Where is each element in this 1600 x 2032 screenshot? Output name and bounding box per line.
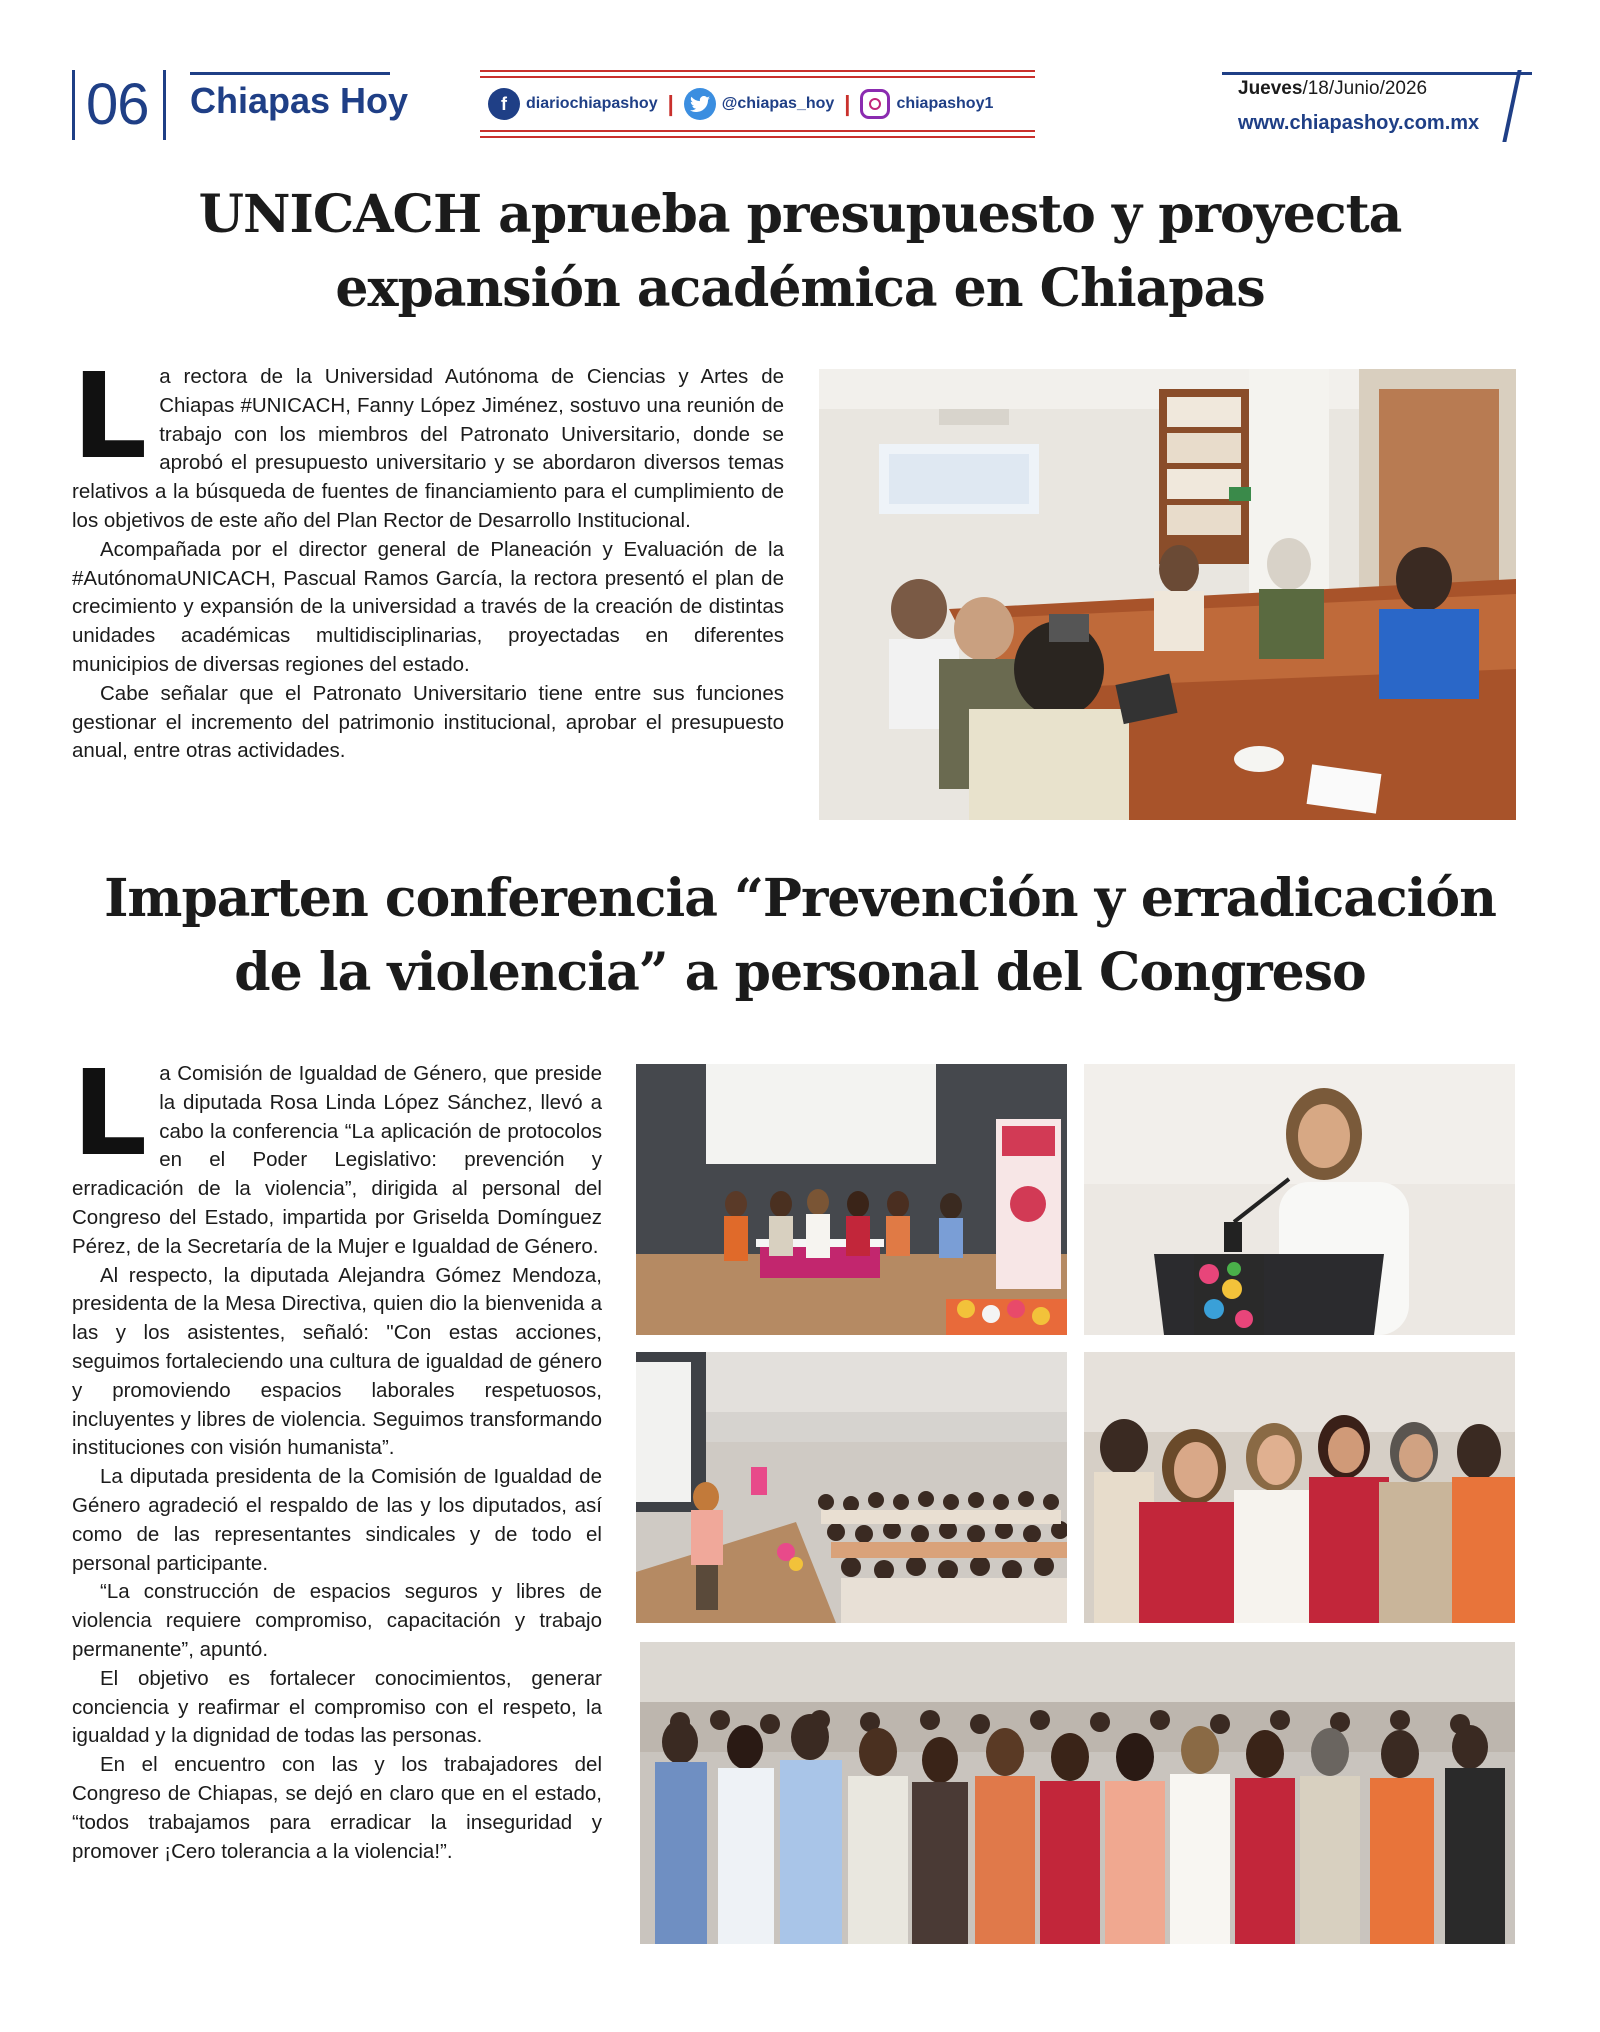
article2-headline-line1: Imparten conferencia “Prevención y erradicación xyxy=(104,868,1496,929)
article1-paragraph xyxy=(72,347,784,536)
article2-paragraph: Al respecto, la diputada Alejandra Gómez Mendoza, presidenta de la Mesa Directiva, quien dio la bienvenida a las y los asistentes, señaló: "Con estas acciones, seguimos fortaleciendo una cultura de igualdad de género y promoviendo espacios laborales respetuosos, incluyentes y libres de violencia. Seguimos transformando instituciones con visión humanista”. xyxy=(72,1263,602,1460)
article2-headline-line2: de la violencia” a personal del Congreso xyxy=(234,942,1366,1003)
article2-paragraph xyxy=(72,1044,602,1262)
article2-paragraph: “La construcción de espacios seguros y libres de violencia requiere compromiso, capacitación y trabajo permanente”, apuntó. xyxy=(72,1580,602,1661)
article2-speaker-photo xyxy=(1084,1064,1515,1335)
instagram-link[interactable] xyxy=(860,89,993,119)
social-separator: | xyxy=(844,91,851,116)
article1-headline-line1: UNICACH aprueba presupuesto y proyecta xyxy=(198,184,1402,245)
article1-headline xyxy=(60,178,1540,326)
facebook-icon: f xyxy=(488,88,520,120)
facebook-link[interactable] xyxy=(488,88,658,120)
article2-audience-photo xyxy=(636,1352,1067,1623)
social-media-bar xyxy=(480,70,1035,138)
article1-headline-line2: expansión académica en Chiapas xyxy=(335,258,1265,319)
date-rule xyxy=(1222,72,1532,75)
article1-meeting-photo xyxy=(819,369,1516,820)
article1-dropcap: L xyxy=(72,347,148,485)
article2-headline xyxy=(60,862,1540,1010)
article2-body xyxy=(72,1044,602,1866)
social-rule-top-2 xyxy=(480,76,1035,78)
article2-paragraph-text: a Comisión de Igualdad de Género, que preside la diputada Rosa Linda López Sánchez, llevó a cabo la conferencia “La aplicación de protocolos en el Poder Legislativo: prevención y erradicación de la violencia”, dirigida al personal del Congreso del Estado, impartida por Griselda Domínguez Pérez, de la Secretaría de la Mujer e Igualdad de Género. xyxy=(72,1062,602,1258)
social-rule-bottom-2 xyxy=(480,136,1035,138)
twitter-link[interactable] xyxy=(684,88,835,120)
article1-paragraph: Acompañada por el director general de Planeación y Evaluación de la #AutónomaUNICACH, Pascual Ramos García, la rectora presentó el plan de crecimiento y expansión de la universidad a través de la creación de distintas unidades académicas multidisciplinarias, proyectadas en diferentes municipios de diversas regiones del estado. xyxy=(72,537,784,676)
issue-weekday: Jueves xyxy=(1238,78,1303,99)
issue-date-rest: /18/Junio/2026 xyxy=(1302,78,1428,99)
social-separator: | xyxy=(667,91,674,116)
section-name: Chiapas Hoy xyxy=(190,80,409,121)
article1-body xyxy=(72,347,784,766)
facebook-handle: diariochiapashoy xyxy=(526,95,658,112)
article2-paragraph: El objetivo es fortalecer conocimientos, generar conciencia y reafirmar el compromiso con el respeto, la igualdad y la dignidad de todas las personas. xyxy=(72,1666,602,1748)
article1-paragraph-text: a rectora de la Universidad Autónoma de Ciencias y Artes de Chiapas #UNICACH, Fanny López Jiménez, sostuvo una reunión de trabajo con los miembros del Patronato Universitario, donde se aprobó el presupuesto universitario y se abordaron diversos temas relativos a la búsqueda de fuentes de financiamiento para el cumplimiento de los objetivos de este año del Plan Rector de Desarrollo Institucional. xyxy=(72,365,784,532)
article2-dropcap: L xyxy=(72,1044,148,1182)
article2-front-row-photo xyxy=(1084,1352,1515,1623)
twitter-icon xyxy=(684,88,716,120)
section-rule xyxy=(190,72,390,75)
article2-panel-photo xyxy=(636,1064,1067,1335)
website-link[interactable]: www.chiapashoy.com.mx xyxy=(1238,112,1480,134)
issue-date xyxy=(1238,78,1427,100)
social-rule-top xyxy=(480,70,1035,72)
header-slash-ornament xyxy=(1502,70,1521,142)
page-number: 06 xyxy=(86,72,149,137)
article2-group-photo xyxy=(640,1642,1515,1944)
article1-paragraph: Cabe señalar que el Patronato Universitario tiene entre sus funciones gestionar el incremento del patrimonio institucional, aprobar el presupuesto anual, entre otras actividades. xyxy=(72,681,784,763)
social-handles xyxy=(488,87,993,121)
article2-paragraph: La diputada presidenta de la Comisión de Igualdad de Género agradeció el respaldo de las y los diputados, así como de las representantes sindicales y de todo el personal participante. xyxy=(72,1465,602,1575)
social-rule-bottom xyxy=(480,130,1035,132)
twitter-handle: @chiapas_hoy xyxy=(721,95,835,112)
article2-paragraph: En el encuentro con las y los trabajadores del Congreso de Chiapas, se dejó en claro que en el estado, “todos trabajamos para erradicar la inseguridad y promover ¡Cero tolerancia a la violencia!”. xyxy=(72,1753,602,1863)
instagram-icon xyxy=(860,89,890,119)
instagram-handle: chiapashoy1 xyxy=(896,95,994,112)
